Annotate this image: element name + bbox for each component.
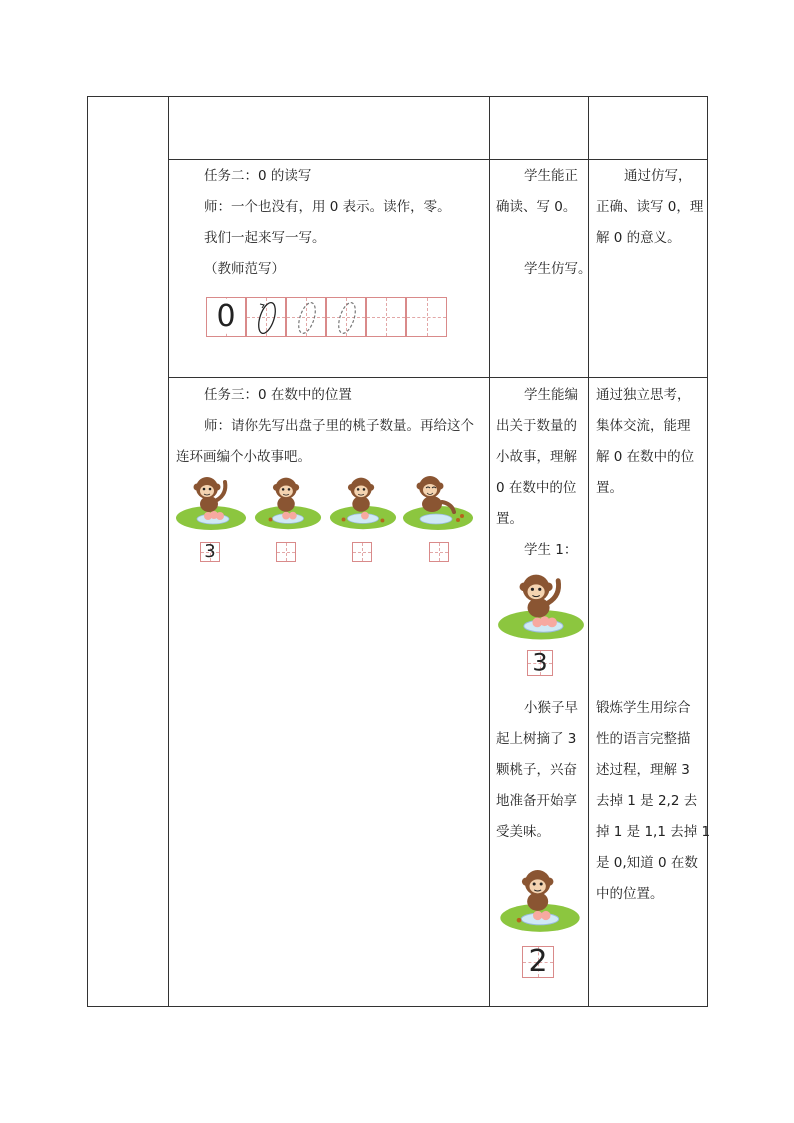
task3-intent2-line-4: 去掉 1 是 2,2 去 (596, 793, 698, 809)
trace-zero-1 (247, 298, 287, 338)
answer-box-1-digit: 3 (204, 541, 216, 563)
task3-student-line-3: 小故事，理解 (496, 449, 577, 465)
monkey-illustration-1 (175, 470, 247, 532)
task3-intent-line-1: 通过独立思考， (596, 387, 691, 403)
table-border-right (707, 96, 708, 1007)
task3-student-line-1: 学生能编 (524, 387, 578, 403)
task3-intent2-line-3: 述过程，理解 3 (596, 762, 690, 778)
task3-intent-line-3: 解 0 在数中的位 (596, 449, 695, 465)
monkey-illustration-3 (328, 470, 398, 532)
task2-title: 任务二：0 的读写 (204, 168, 312, 184)
grid-cell-empty-1 (366, 297, 406, 337)
table-border-left (87, 96, 88, 1007)
task2-intent-a: 通过仿写， (624, 168, 692, 184)
monkey-illustration-2 (253, 470, 323, 532)
task3-title: 任务三：0 在数中的位置 (204, 387, 352, 403)
task2-line2: 我们一起来写一写。 (204, 230, 326, 246)
task2-student-b: 确读、写 0。 (496, 199, 577, 215)
table-col-divider-1 (168, 96, 169, 1007)
writing-grid (206, 297, 447, 337)
student1-digit: 3 (532, 648, 548, 677)
student1-label: 学生 1： (524, 542, 578, 558)
task3-intent-line-2: 集体交流，能理 (596, 418, 691, 434)
task3-teacher-line: 师：请你先写出盘子里的桃子数量。再给这个 (204, 418, 474, 434)
task3-intent2-line-2: 性的语言完整描 (596, 731, 691, 747)
grid-cell-empty-2 (406, 297, 447, 337)
grid-cell-trace-1 (246, 297, 286, 337)
task3-intent2-line-1: 锻炼学生用综合 (596, 700, 691, 716)
story-line-2: 起上树摘了 3 (496, 731, 577, 747)
student2-answer-box (522, 943, 554, 979)
table-col-divider-3 (588, 96, 589, 1007)
answer-box-1[interactable] (200, 542, 220, 562)
story-line-5: 受美味。 (496, 824, 550, 840)
story-line-4: 地准备开始享 (496, 793, 577, 809)
task2-intent-c: 解 0 的意义。 (596, 230, 681, 246)
grid-cell-trace-2 (286, 297, 326, 337)
table-row-divider-1 (168, 159, 708, 160)
task2-line3: （教师范写） (204, 261, 285, 277)
task2-student-c: 学生仿写。 (524, 261, 592, 277)
task3-student-line-2: 出关于数量的 (496, 418, 577, 434)
student1-answer-box (527, 650, 553, 676)
grid-cell-model (206, 297, 246, 337)
task2-student-a: 学生能正 (524, 168, 578, 184)
task3-intent2-line-6: 是 0,知道 0 在数 (596, 855, 698, 871)
story-line-1: 小猴子早 (524, 700, 578, 716)
answer-box-3[interactable] (352, 542, 372, 562)
student1-monkey-illustration (496, 566, 586, 642)
grid-cell-trace-3 (326, 297, 366, 337)
student2-digit: 2 (528, 943, 548, 979)
table-col-divider-2 (489, 96, 490, 1007)
answer-box-2[interactable] (276, 542, 296, 562)
task3-intent2-line-5: 掉 1 是 1,1 去掉 1 (596, 824, 711, 840)
monkey-illustration-4 (402, 470, 474, 532)
table-row-divider-2 (168, 377, 708, 378)
task3-intent2-line-7: 中的位置。 (596, 886, 664, 902)
model-digit: 0 (207, 299, 245, 334)
trace-zero-3 (327, 298, 367, 338)
task2-teacher-line: 师：一个也没有，用 0 表示。读作，零。 (204, 199, 451, 215)
story-line-3: 颗桃子，兴奋 (496, 762, 577, 778)
table-border-bottom (87, 1006, 708, 1007)
task3-student-line-4: 0 在数中的位 (496, 480, 577, 496)
student2-monkey-illustration (498, 860, 582, 936)
task3-student-line-5: 置。 (496, 511, 523, 527)
task2-intent-b: 正确、读写 0，理 (596, 199, 704, 215)
task3-line2: 连环画编个小故事吧。 (176, 449, 311, 465)
trace-zero-2 (287, 298, 327, 338)
task3-intent-line-4: 置。 (596, 480, 623, 496)
answer-box-4[interactable] (429, 542, 449, 562)
table-border-top (87, 96, 708, 97)
